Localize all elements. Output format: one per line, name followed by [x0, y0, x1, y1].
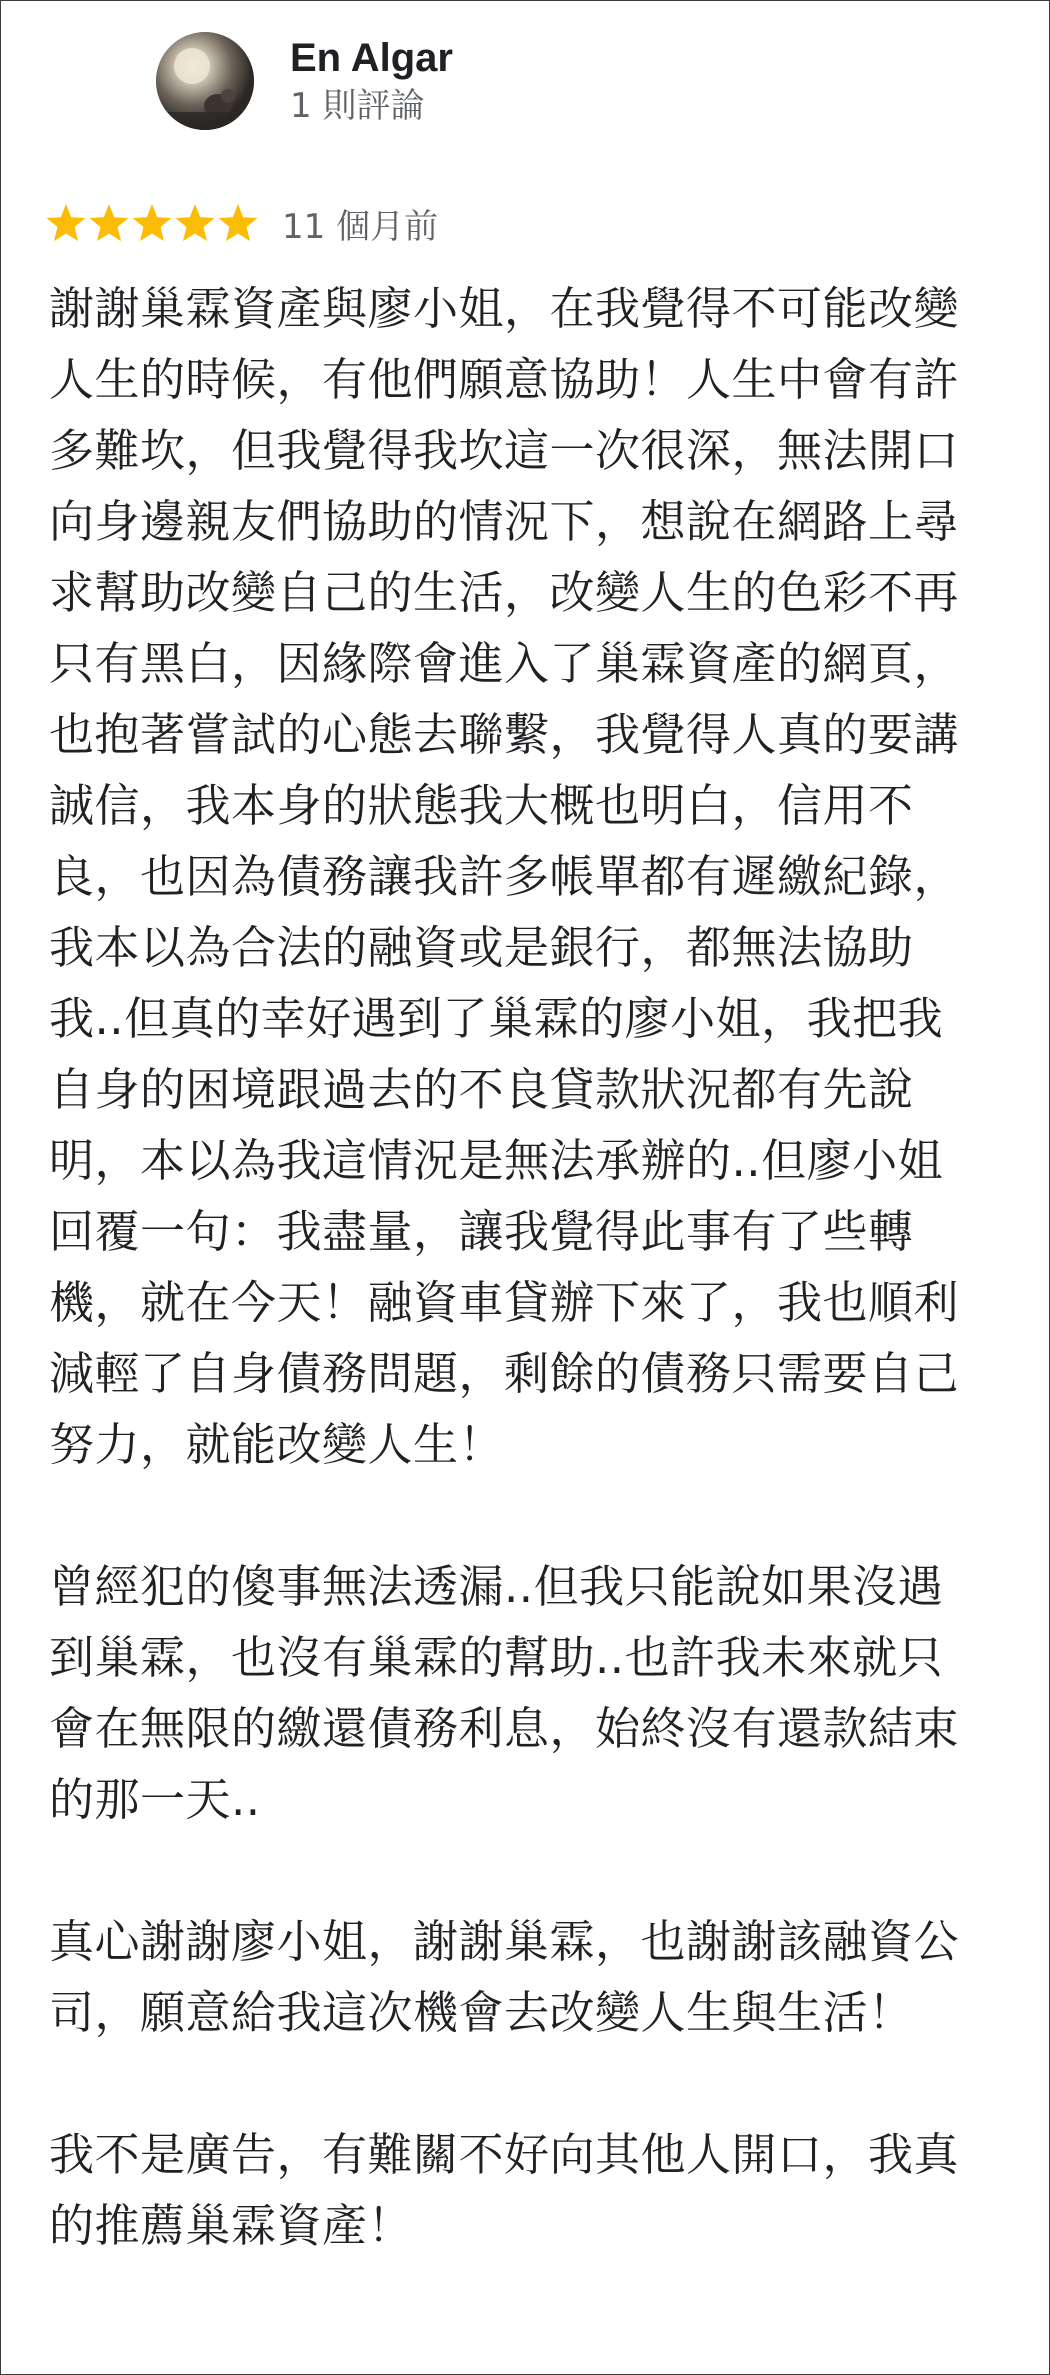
star-icon: [88, 202, 130, 244]
review-paragraph: 真心謝謝廖小姐，謝謝巢霖，也謝謝該融資公 司，願意給我這次機會去改變人生與生活！: [49, 1915, 960, 2039]
review-count[interactable]: 1 則評論: [290, 86, 425, 126]
reviewer-header: [156, 31, 453, 131]
avatar[interactable]: [156, 32, 254, 130]
review-paragraph: 曾經犯的傻事無法透漏..但我只能說如果沒遇 到巢霖，也沒有巢霖的幫助..也許我未來就只 會在無限的繳還債務利息，始終沒有還款結束 的那一天..: [49, 1560, 960, 1826]
star-icon: [217, 202, 259, 244]
review-paragraph: 謝謝巢霖資產與廖小姐，在我覺得不可能改變 人生的時候，有他們願意協助！人生中會有許 多難坎，但我覺得我坎這一次很深，無法開口 向身邊親友們協助的情況下，想說在網路上尋 求幫助改變自己的生活，改變人生的色彩不再 只有黑白，因緣際會進入了巢霖資產的網頁， 也抱著嘗試的心態去聯繫，我覺得人真的要講 誠信，我本身的狀態我大概也明白，信用不 良，也因為債務讓我許多帳單都有遲繳紀錄， 我本以為合法的融資或是銀行，都無法協助 我..但真的幸好遇到了巢霖的廖小姐，我把我 自身的困境跟過去的不良貸款狀況都有先說 明，本以為我這情況是無法承辦的..但廖小姐 回覆一句：我盡量，讓我覺得此事有了些轉 機，就在今天！融資車貸辦下來了，我也順利 減輕了自身債務問題，剩餘的債務只需要自己 努力，就能改變人生！: [49, 282, 960, 1471]
reviewer-info: [290, 34, 453, 128]
star-icon: [45, 202, 87, 244]
star-icon: [131, 202, 173, 244]
reviewer-name[interactable]: En Algar: [290, 36, 453, 80]
star-icon: [174, 202, 216, 244]
review-paragraph: 我不是廣告，有難關不好向其他人開口，我真 的推薦巢霖資產！: [49, 2128, 960, 2252]
rating-row: [45, 196, 438, 250]
star-rating: [45, 202, 260, 244]
moon-photo-avatar-icon: [156, 32, 254, 130]
review-time: 11 個月前: [282, 206, 439, 247]
review-text: [49, 273, 1019, 2261]
